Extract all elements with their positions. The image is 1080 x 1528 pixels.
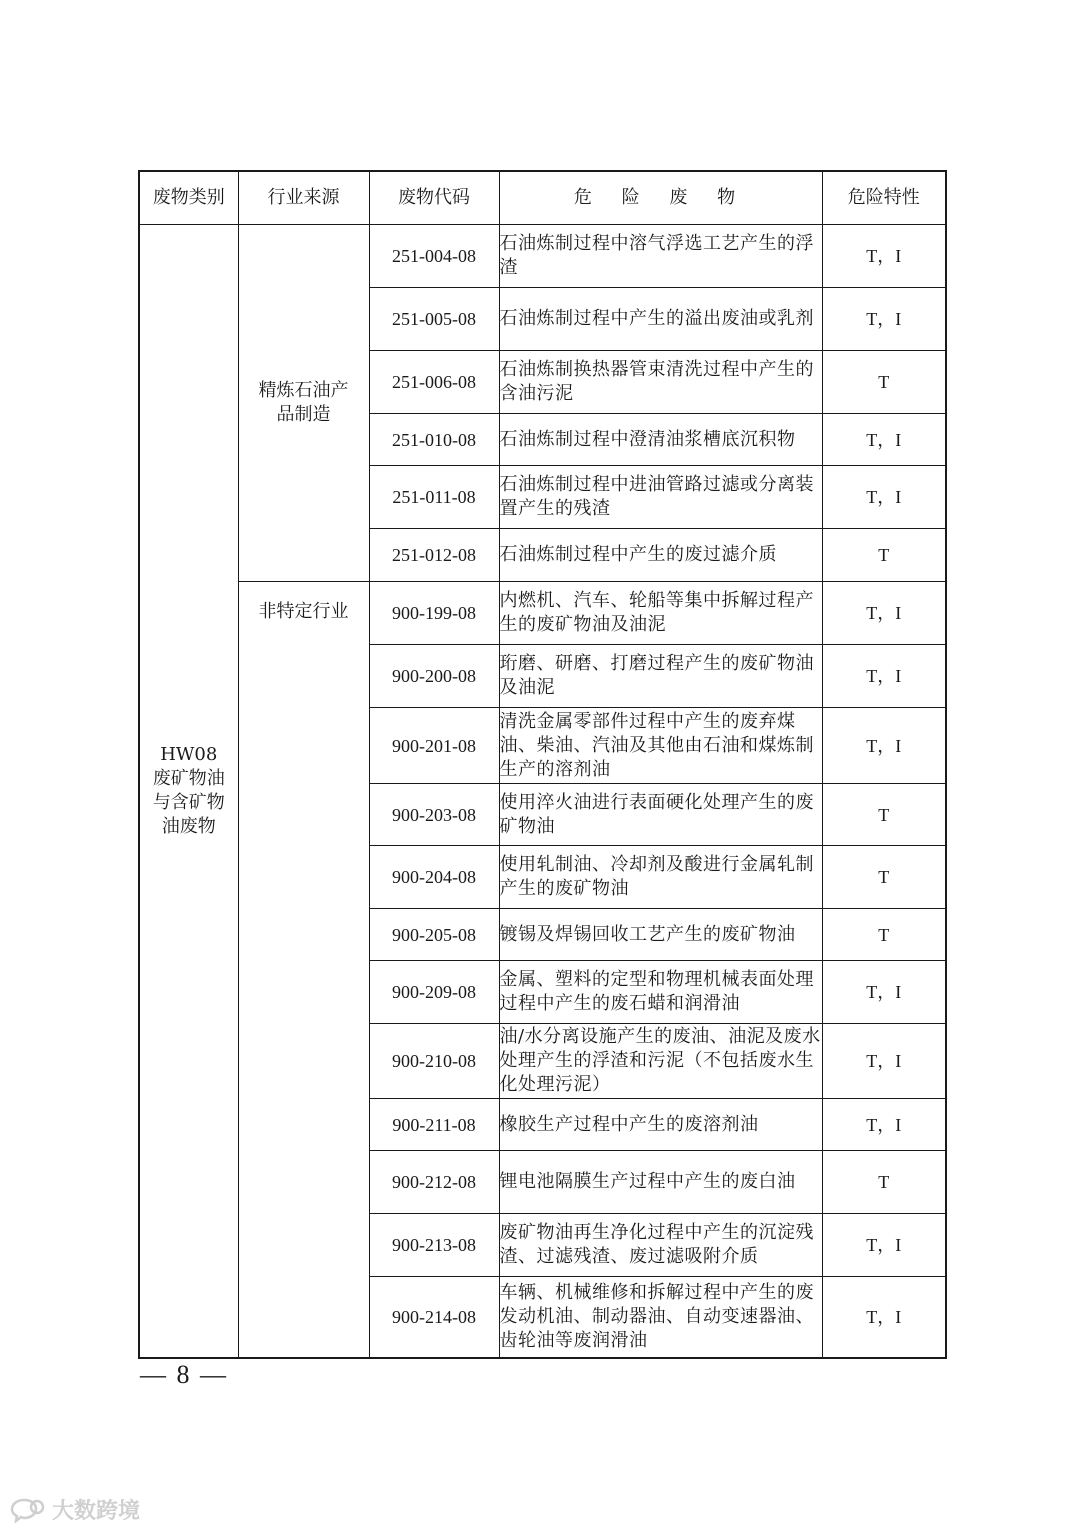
waste-code: 900-204-08 (369, 846, 499, 909)
hazard-property: T，I (822, 582, 946, 645)
header-hazardous-waste: 危 险 废 物 (499, 171, 822, 225)
industry-source-cell (238, 582, 369, 1358)
waste-code: 900-200-08 (369, 645, 499, 708)
source-name-line: 精炼石油产 (258, 380, 349, 401)
waste-code: 900-211-08 (369, 1099, 499, 1151)
hazard-property: T，I (822, 1277, 946, 1358)
hazard-property: T (822, 351, 946, 414)
waste-description: 使用轧制油、冷却剂及酸进行金属轧制产生的废矿物油 (499, 846, 822, 909)
waste-description: 锂电池隔膜生产过程中产生的废白油 (499, 1151, 822, 1214)
waste-code: 900-203-08 (369, 784, 499, 846)
waste-description: 废矿物油再生净化过程中产生的沉淀残渣、过滤残渣、废过滤吸附介质 (499, 1214, 822, 1277)
hazard-property: T (822, 1151, 946, 1214)
chat-bubble-logo-icon (10, 1497, 46, 1523)
waste-description: 石油炼制换热器管束清洗过程中产生的含油污泥 (499, 351, 822, 414)
waste-code: 251-006-08 (369, 351, 499, 414)
watermark-text: 大数跨境 (52, 1499, 141, 1524)
waste-code: 251-010-08 (369, 414, 499, 466)
hazardous-waste-table (138, 170, 947, 1359)
header-hazard-property: 危险特性 (822, 171, 946, 225)
table-row (139, 582, 946, 645)
waste-description: 石油炼制过程中产生的废过滤介质 (499, 529, 822, 582)
watermark (10, 1494, 140, 1525)
header-waste-code: 废物代码 (369, 171, 499, 225)
hazard-property: T (822, 529, 946, 582)
hazard-property: T (822, 784, 946, 846)
waste-description: 清洗金属零部件过程中产生的废弃煤油、柴油、汽油及其他由石油和煤炼制生产的溶剂油 (499, 708, 822, 784)
waste-description: 金属、塑料的定型和物理机械表面处理过程中产生的废石蜡和润滑油 (499, 961, 822, 1024)
hazard-property: T，I (822, 708, 946, 784)
waste-description: 橡胶生产过程中产生的废溶剂油 (499, 1099, 822, 1151)
waste-category-cell (139, 225, 238, 1358)
table-header-row (139, 171, 946, 225)
hazard-property: T，I (822, 645, 946, 708)
category-code: HW08 (160, 743, 218, 765)
waste-code: 900-209-08 (369, 961, 499, 1024)
waste-description: 珩磨、研磨、打磨过程产生的废矿物油及油泥 (499, 645, 822, 708)
waste-code: 900-210-08 (369, 1024, 499, 1099)
page-number: — 8 — (140, 1360, 228, 1389)
waste-code: 900-213-08 (369, 1214, 499, 1277)
waste-description: 石油炼制过程中澄清油浆槽底沉积物 (499, 414, 822, 466)
category-name-line: 废矿物油 (152, 767, 225, 789)
industry-source-cell (238, 225, 369, 582)
hazard-property: T，I (822, 1214, 946, 1277)
waste-description: 石油炼制过程中溶气浮选工艺产生的浮渣 (499, 225, 822, 288)
waste-description: 石油炼制过程中进油管路过滤或分离装置产生的残渣 (499, 466, 822, 529)
waste-code: 900-212-08 (369, 1151, 499, 1214)
waste-description: 内燃机、汽车、轮船等集中拆解过程产生的废矿物油及油泥 (499, 582, 822, 645)
waste-code: 251-005-08 (369, 288, 499, 351)
hazard-property: T，I (822, 961, 946, 1024)
waste-description: 石油炼制过程中产生的溢出废油或乳剂 (499, 288, 822, 351)
waste-description: 使用淬火油进行表面硬化处理产生的废矿物油 (499, 784, 822, 846)
waste-code: 900-199-08 (369, 582, 499, 645)
waste-code: 251-012-08 (369, 529, 499, 582)
waste-code: 900-201-08 (369, 708, 499, 784)
waste-code: 251-004-08 (369, 225, 499, 288)
waste-description: 油/水分离设施产生的废油、油泥及废水处理产生的浮渣和污泥（不包括废水生化处理污泥） (499, 1024, 822, 1099)
hazard-property: T (822, 909, 946, 961)
waste-code: 251-011-08 (369, 466, 499, 529)
waste-code: 900-214-08 (369, 1277, 499, 1358)
hazard-property: T，I (822, 414, 946, 466)
hazard-property: T，I (822, 288, 946, 351)
source-name-line: 非特定行业 (258, 601, 349, 622)
hazard-property: T，I (822, 1024, 946, 1099)
header-industry-source: 行业来源 (238, 171, 369, 225)
waste-description: 镀锡及焊锡回收工艺产生的废矿物油 (499, 909, 822, 961)
hazard-property: T，I (822, 1099, 946, 1151)
hazard-property: T (822, 846, 946, 909)
hazard-property: T，I (822, 466, 946, 529)
category-name-line: 与含矿物 (152, 791, 225, 813)
category-name-line: 油废物 (161, 815, 216, 837)
waste-description: 车辆、机械维修和拆解过程中产生的废发动机油、制动器油、自动变速器油、齿轮油等废润滑油 (499, 1277, 822, 1358)
header-waste-category: 废物类别 (139, 171, 238, 225)
table-row (139, 225, 946, 288)
source-name-line: 品制造 (276, 404, 331, 425)
waste-code: 900-205-08 (369, 909, 499, 961)
hazard-property: T，I (822, 225, 946, 288)
